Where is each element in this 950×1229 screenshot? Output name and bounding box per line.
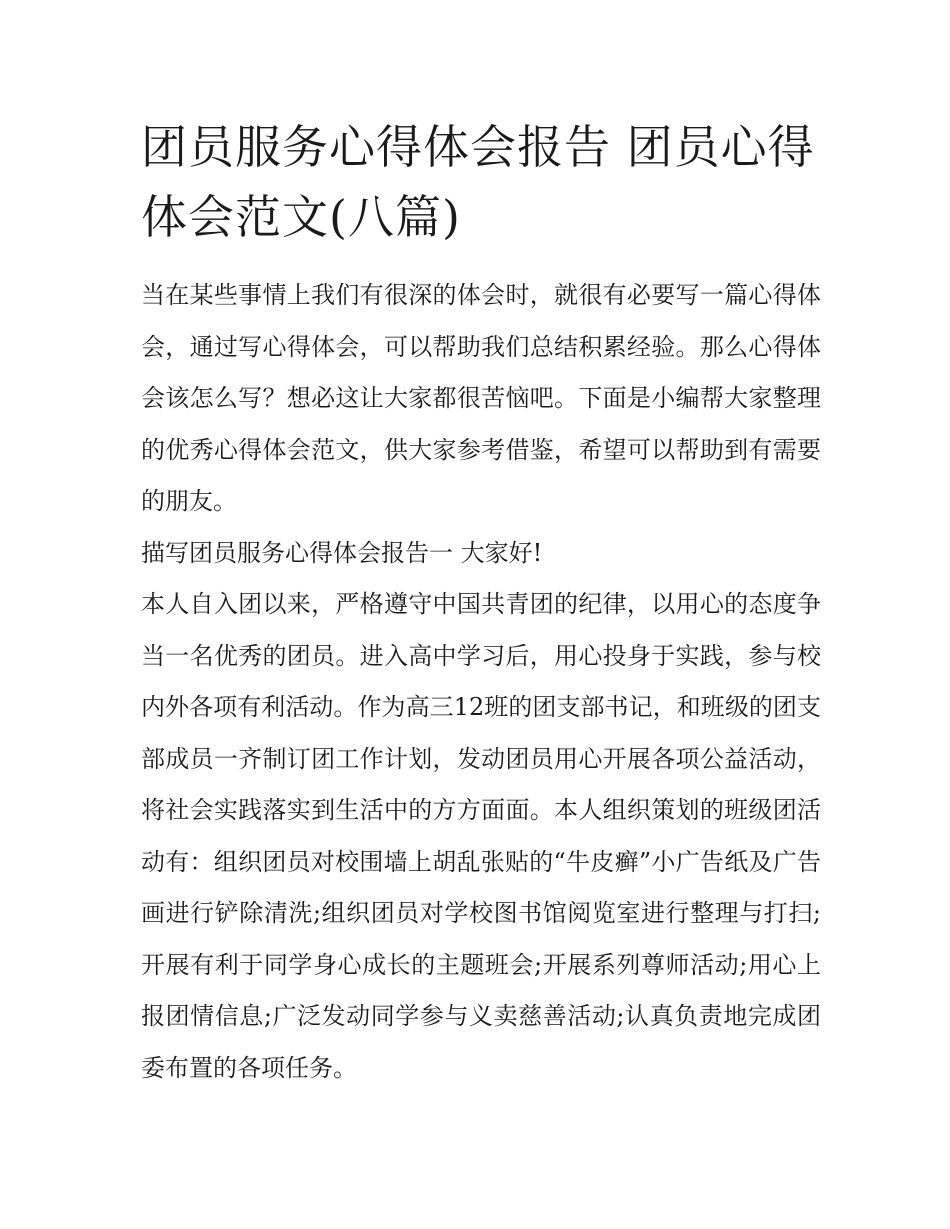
document-title: 团员服务心得体会报告 团员心得体会范文(八篇) (141, 120, 815, 244)
intro-paragraph: 当在某些事情上我们有很深的体会时，就很有必要写一篇心得体会，通过写心得体会，可以帮助我们总结积累经验。那么心得体会该怎么写？想必这让大家都很苦恼吧。下面是小编帮大家整理的优秀心得体会范文，供大家参考借鉴，希望可以帮助到有需要的朋友。 (141, 281, 821, 515)
document-page (141, 112, 821, 1094)
body-paragraph: 本人自入团以来，严格遵守中国共青团的纪律，以用心的态度争当一名优秀的团员。进入高中学习后，用心投身于实践，参与校内外各项有利活动。作为高三12班的团支部书记，和班级的团支部成员一齐制订团工作计划，发动团员用心开展各项公益活动，将社会实践落实到生活中的方方面面。本人组织策划的班级团活动有：组织团员对校围墙上胡乱张贴的“牛皮癣”小广告纸及广告画进行铲除清洗;组织团员对学校图书馆阅览室进行整理与打扫;开展有利于同学身心成长的主题班会;开展系列尊师活动;用心上报团情信息;广泛发动同学参与义卖慈善活动;认真负责地完成团委布置的各项任务。 (141, 590, 821, 1082)
section-heading: 描写团员服务心得体会报告一 大家好! (141, 538, 543, 567)
